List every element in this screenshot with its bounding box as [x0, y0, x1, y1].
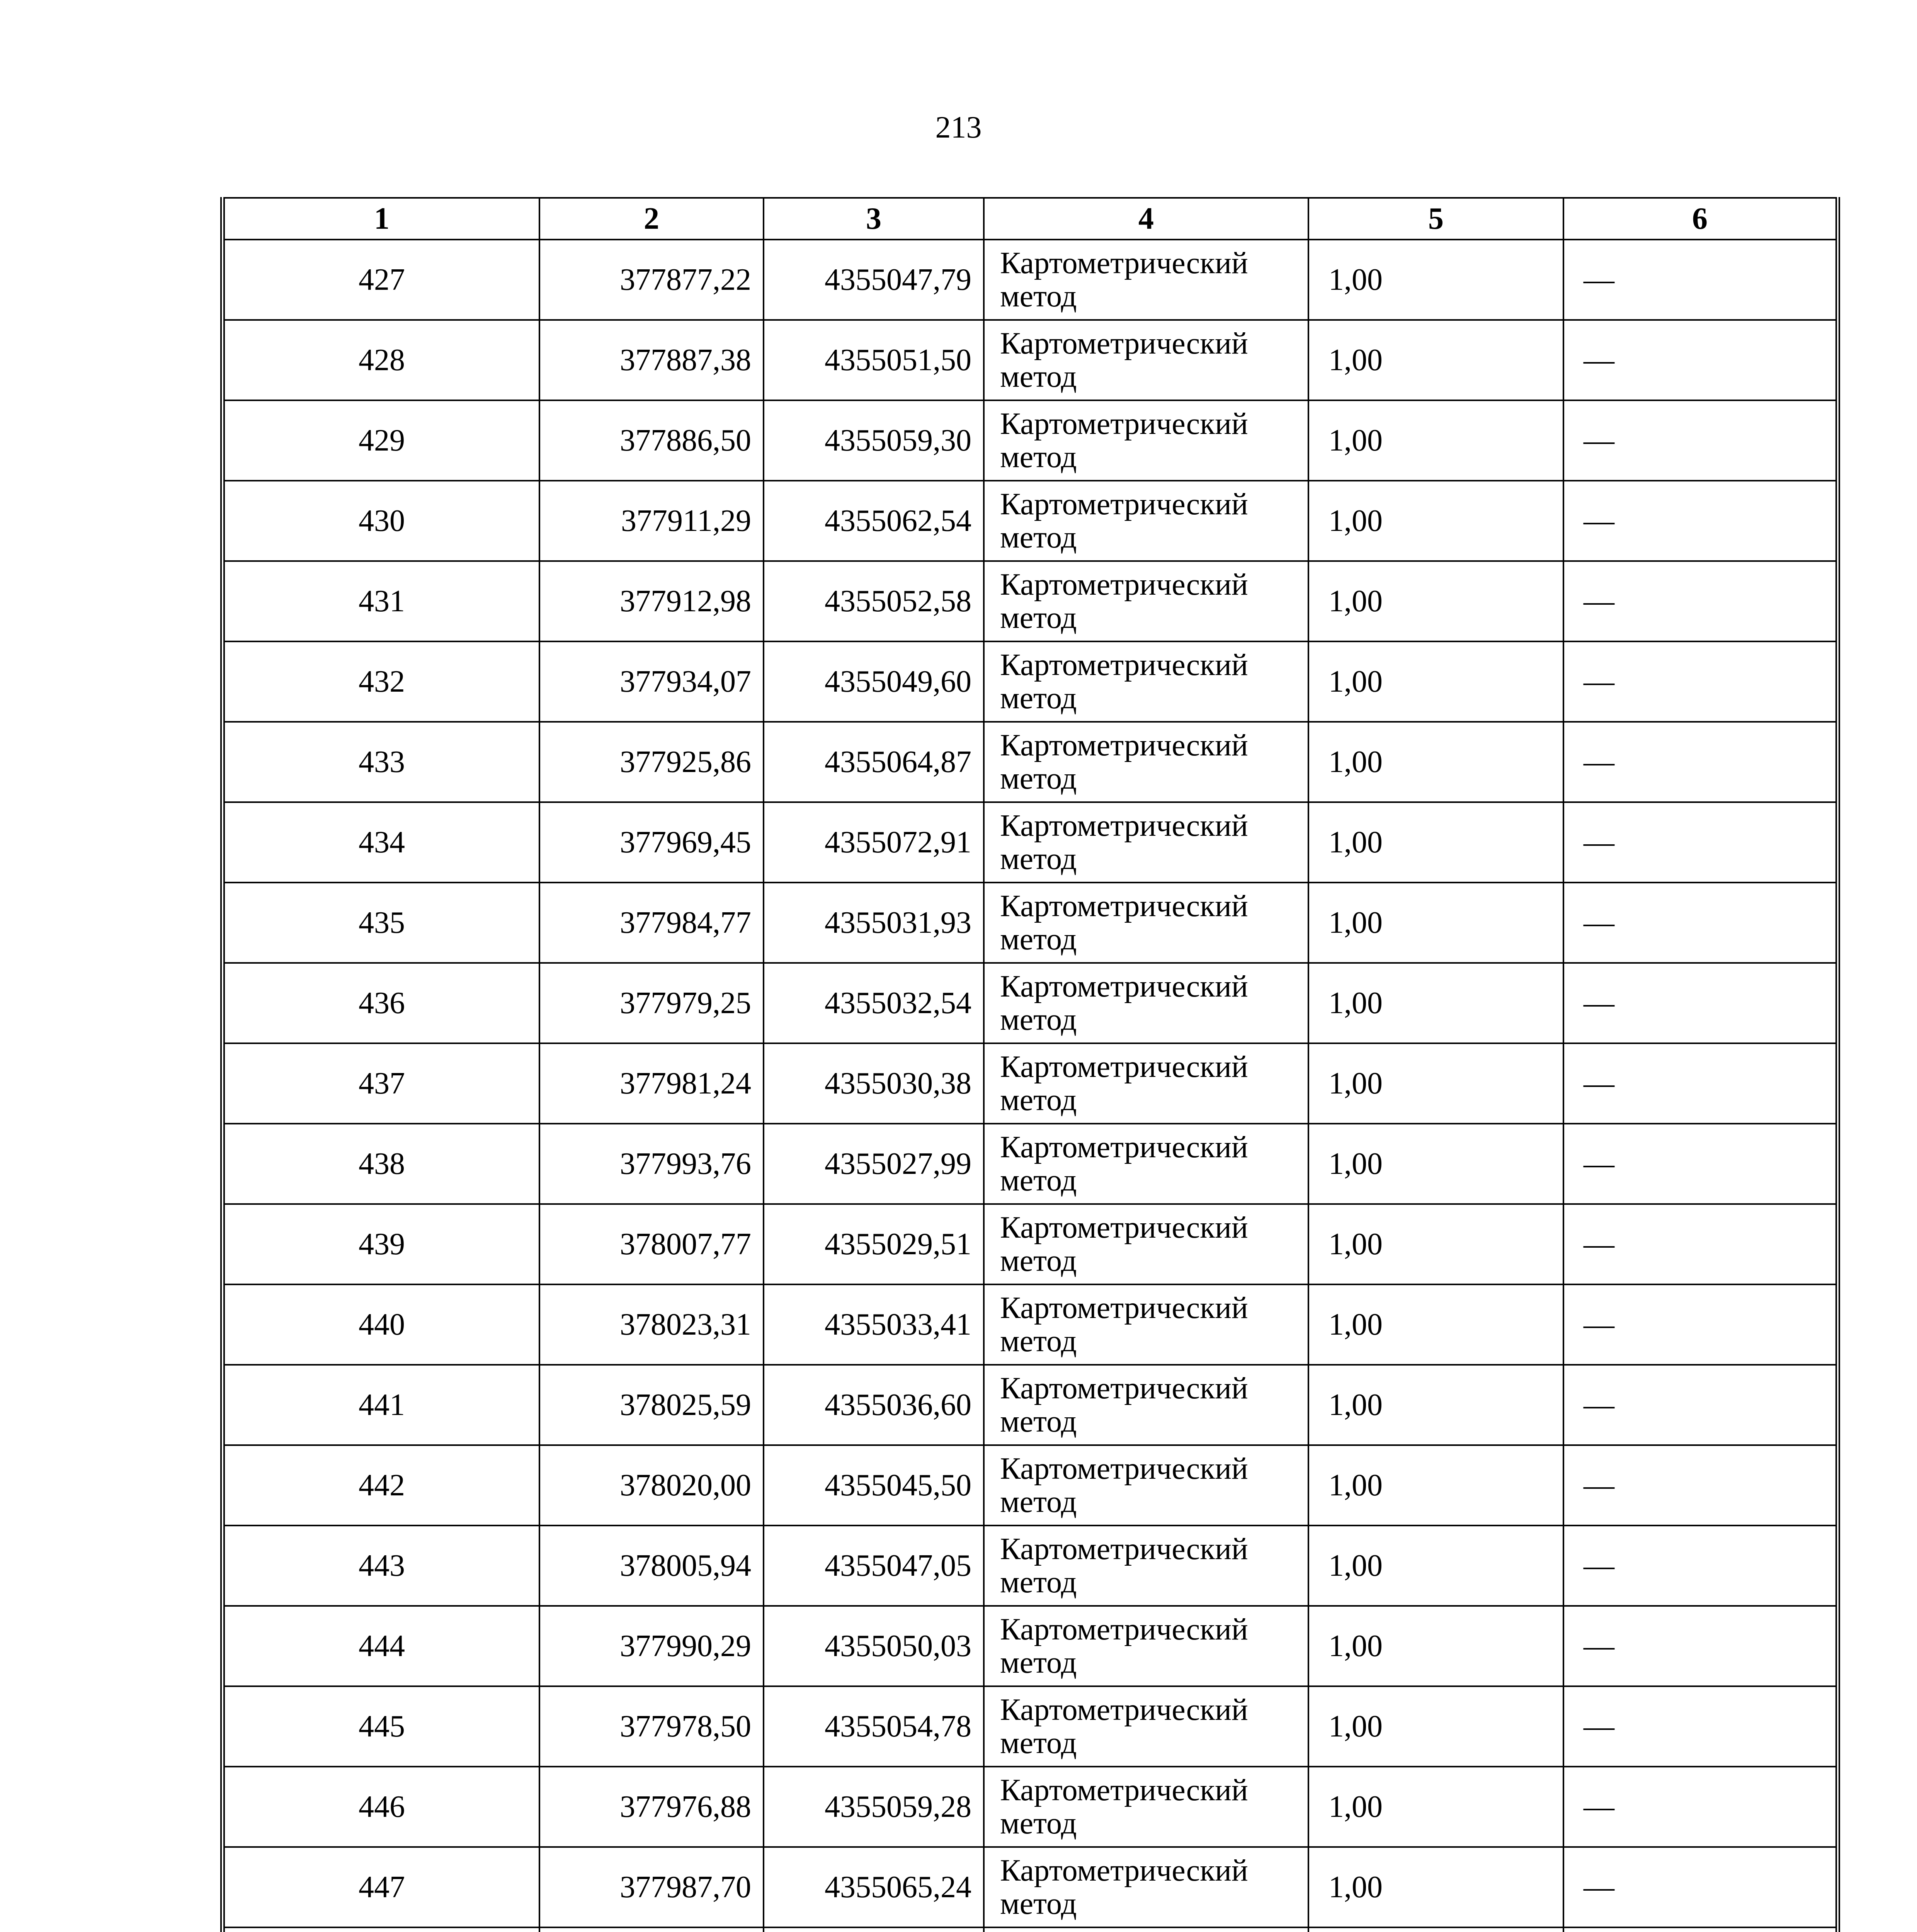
method-cell: Картометрический метод	[984, 963, 1308, 1043]
coordinate-x-cell: 377887,38	[539, 320, 764, 400]
accuracy-cell: 1,00	[1308, 561, 1563, 641]
table-row	[223, 883, 1838, 963]
accuracy-cell: 1,00	[1308, 1847, 1563, 1927]
note-cell: —	[1563, 400, 1838, 481]
method-cell: Картометрический метод	[984, 240, 1308, 320]
coordinate-x-cell: 378020,00	[539, 1445, 764, 1526]
table-row	[223, 240, 1838, 320]
accuracy-cell: 1,00	[1308, 963, 1563, 1043]
accuracy-cell: 1,00	[1308, 883, 1563, 963]
point-number-cell: 443	[223, 1526, 539, 1606]
coordinate-y-cell: 4355054,78	[764, 1686, 984, 1767]
table-row	[223, 320, 1838, 400]
method-cell: Картометрический метод	[984, 883, 1308, 963]
point-number-cell: 447	[223, 1847, 539, 1927]
method-cell: Картометрический метод	[984, 641, 1308, 722]
accuracy-cell: 1,00	[1308, 1606, 1563, 1686]
note-cell: —	[1563, 883, 1838, 963]
accuracy-cell: 1,00	[1308, 1284, 1563, 1365]
note-cell: —	[1563, 1445, 1838, 1526]
point-number-cell: 433	[223, 722, 539, 802]
table-row	[223, 400, 1838, 481]
accuracy-cell: 1,00	[1308, 802, 1563, 883]
coordinate-y-cell: 4355047,79	[764, 240, 984, 320]
coordinate-x-cell: 377877,22	[539, 240, 764, 320]
note-cell: —	[1563, 802, 1838, 883]
table-row	[223, 722, 1838, 802]
accuracy-cell: 1,00	[1308, 1124, 1563, 1204]
coordinate-x-cell: 377987,70	[539, 1847, 764, 1927]
method-cell: Картометрический метод	[984, 802, 1308, 883]
note-cell: —	[1563, 1847, 1838, 1927]
accuracy-cell: 1,00	[1308, 1204, 1563, 1284]
accuracy-cell: 1,00	[1308, 240, 1563, 320]
coordinate-y-cell: 4355033,41	[764, 1284, 984, 1365]
method-cell: Картометрический метод	[984, 320, 1308, 400]
method-cell: Картометрический метод	[984, 400, 1308, 481]
point-number-cell: 434	[223, 802, 539, 883]
accuracy-cell: 1,00	[1308, 1767, 1563, 1847]
note-cell: —	[1563, 1767, 1838, 1847]
note-cell: —	[1563, 481, 1838, 561]
coordinate-x-cell: 377886,50	[539, 400, 764, 481]
coordinate-y-cell: 4355059,28	[764, 1767, 984, 1847]
point-number-cell: 431	[223, 561, 539, 641]
coordinate-x-cell: 377990,29	[539, 1606, 764, 1686]
accuracy-cell: 1,00	[1308, 481, 1563, 561]
coordinate-y-cell: 4355050,03	[764, 1606, 984, 1686]
method-cell: Картометрический метод	[984, 1204, 1308, 1284]
table-row	[223, 1686, 1838, 1767]
coordinate-y-cell: 4355045,50	[764, 1445, 984, 1526]
accuracy-cell: 1,00	[1308, 1686, 1563, 1767]
point-number-cell: 438	[223, 1124, 539, 1204]
table-row	[223, 561, 1838, 641]
note-cell: —	[1563, 1204, 1838, 1284]
note-cell: —	[1563, 240, 1838, 320]
accuracy-cell: 1,00	[1308, 1526, 1563, 1606]
note-cell: —	[1563, 1043, 1838, 1124]
coordinate-x-cell: 377984,77	[539, 883, 764, 963]
point-number-cell: 444	[223, 1606, 539, 1686]
coordinates-table	[220, 197, 1840, 1932]
coordinate-y-cell: 4355051,50	[764, 320, 984, 400]
table-row	[223, 1204, 1838, 1284]
table-row	[223, 1043, 1838, 1124]
note-cell: —	[1563, 963, 1838, 1043]
point-number-cell	[223, 1927, 539, 1932]
accuracy-cell: 1,00	[1308, 1043, 1563, 1124]
coordinate-x-cell: 377925,86	[539, 722, 764, 802]
coordinate-x-cell: 377978,50	[539, 1686, 764, 1767]
column-header: 1	[223, 198, 539, 240]
accuracy-cell: 1,00	[1308, 1365, 1563, 1445]
coordinate-y-cell: 4355030,38	[764, 1043, 984, 1124]
table-row	[223, 963, 1838, 1043]
coordinate-x-cell	[539, 1927, 764, 1932]
coordinate-x-cell: 377979,25	[539, 963, 764, 1043]
column-header: 2	[539, 198, 764, 240]
note-cell: —	[1563, 1284, 1838, 1365]
coordinate-y-cell	[764, 1927, 984, 1932]
coordinate-x-cell: 378005,94	[539, 1526, 764, 1606]
point-number-cell: 446	[223, 1767, 539, 1847]
coordinate-x-cell: 378025,59	[539, 1365, 764, 1445]
table-row	[223, 1284, 1838, 1365]
method-cell: Картометрический метод	[984, 1124, 1308, 1204]
note-cell: —	[1563, 1606, 1838, 1686]
accuracy-cell	[1308, 1927, 1563, 1932]
column-header: 6	[1563, 198, 1838, 240]
page-number: 213	[935, 111, 982, 145]
point-number-cell: 428	[223, 320, 539, 400]
accuracy-cell: 1,00	[1308, 400, 1563, 481]
coordinate-x-cell: 377993,76	[539, 1124, 764, 1204]
note-cell	[1563, 1927, 1838, 1932]
coordinate-y-cell: 4355036,60	[764, 1365, 984, 1445]
table-row	[223, 641, 1838, 722]
note-cell: —	[1563, 320, 1838, 400]
table-row	[223, 1767, 1838, 1847]
coordinate-y-cell: 4355032,54	[764, 963, 984, 1043]
point-number-cell: 429	[223, 400, 539, 481]
accuracy-cell: 1,00	[1308, 641, 1563, 722]
table-row	[223, 1606, 1838, 1686]
method-cell: Картометрический метод	[984, 1686, 1308, 1767]
method-cell: Картометрический метод	[984, 481, 1308, 561]
point-number-cell: 430	[223, 481, 539, 561]
column-header: 4	[984, 198, 1308, 240]
coordinate-y-cell: 4355052,58	[764, 561, 984, 641]
table-row	[223, 1365, 1838, 1445]
accuracy-cell: 1,00	[1308, 722, 1563, 802]
point-number-cell: 436	[223, 963, 539, 1043]
method-cell: Картометрический метод	[984, 1606, 1308, 1686]
table-row	[223, 1927, 1838, 1932]
table-header-row	[223, 198, 1838, 240]
coordinate-y-cell: 4355072,91	[764, 802, 984, 883]
coordinate-y-cell: 4355027,99	[764, 1124, 984, 1204]
note-cell: —	[1563, 1526, 1838, 1606]
point-number-cell: 445	[223, 1686, 539, 1767]
method-cell: Картометрический метод	[984, 1365, 1308, 1445]
table-body	[223, 240, 1838, 1932]
column-header: 5	[1308, 198, 1563, 240]
coordinate-x-cell: 377969,45	[539, 802, 764, 883]
point-number-cell: 432	[223, 641, 539, 722]
method-cell: Картометрический метод	[984, 561, 1308, 641]
coordinate-y-cell: 4355047,05	[764, 1526, 984, 1606]
table-row	[223, 1124, 1838, 1204]
method-cell: Картометрический метод	[984, 1043, 1308, 1124]
method-cell: Картометрический метод	[984, 722, 1308, 802]
table-row	[223, 1847, 1838, 1927]
table-row	[223, 481, 1838, 561]
method-cell: Картометрический метод	[984, 1445, 1308, 1526]
note-cell: —	[1563, 1124, 1838, 1204]
note-cell: —	[1563, 1365, 1838, 1445]
point-number-cell: 440	[223, 1284, 539, 1365]
coordinate-x-cell: 377912,98	[539, 561, 764, 641]
coordinate-y-cell: 4355029,51	[764, 1204, 984, 1284]
coordinate-y-cell: 4355059,30	[764, 400, 984, 481]
coordinate-x-cell: 377911,29	[539, 481, 764, 561]
column-header: 3	[764, 198, 984, 240]
note-cell: —	[1563, 722, 1838, 802]
note-cell: —	[1563, 1686, 1838, 1767]
point-number-cell: 435	[223, 883, 539, 963]
point-number-cell: 441	[223, 1365, 539, 1445]
coordinate-y-cell: 4355064,87	[764, 722, 984, 802]
coordinate-x-cell: 377934,07	[539, 641, 764, 722]
table-row	[223, 802, 1838, 883]
accuracy-cell: 1,00	[1308, 1445, 1563, 1526]
coordinate-x-cell: 378023,31	[539, 1284, 764, 1365]
coordinate-x-cell: 377976,88	[539, 1767, 764, 1847]
point-number-cell: 437	[223, 1043, 539, 1124]
coordinate-y-cell: 4355031,93	[764, 883, 984, 963]
method-cell: Картометрический метод	[984, 1847, 1308, 1927]
method-cell: Картометрический метод	[984, 1526, 1308, 1606]
table-row	[223, 1445, 1838, 1526]
coordinate-x-cell: 377981,24	[539, 1043, 764, 1124]
point-number-cell: 427	[223, 240, 539, 320]
method-cell: Картометрический метод	[984, 1284, 1308, 1365]
coordinate-y-cell: 4355065,24	[764, 1847, 984, 1927]
method-cell	[984, 1927, 1308, 1932]
note-cell: —	[1563, 561, 1838, 641]
point-number-cell: 439	[223, 1204, 539, 1284]
coordinate-y-cell: 4355062,54	[764, 481, 984, 561]
coordinate-x-cell: 378007,77	[539, 1204, 764, 1284]
point-number-cell: 442	[223, 1445, 539, 1526]
note-cell: —	[1563, 641, 1838, 722]
table-row	[223, 1526, 1838, 1606]
coordinate-y-cell: 4355049,60	[764, 641, 984, 722]
coordinates-table-container	[220, 197, 1835, 1932]
accuracy-cell: 1,00	[1308, 320, 1563, 400]
method-cell: Картометрический метод	[984, 1767, 1308, 1847]
